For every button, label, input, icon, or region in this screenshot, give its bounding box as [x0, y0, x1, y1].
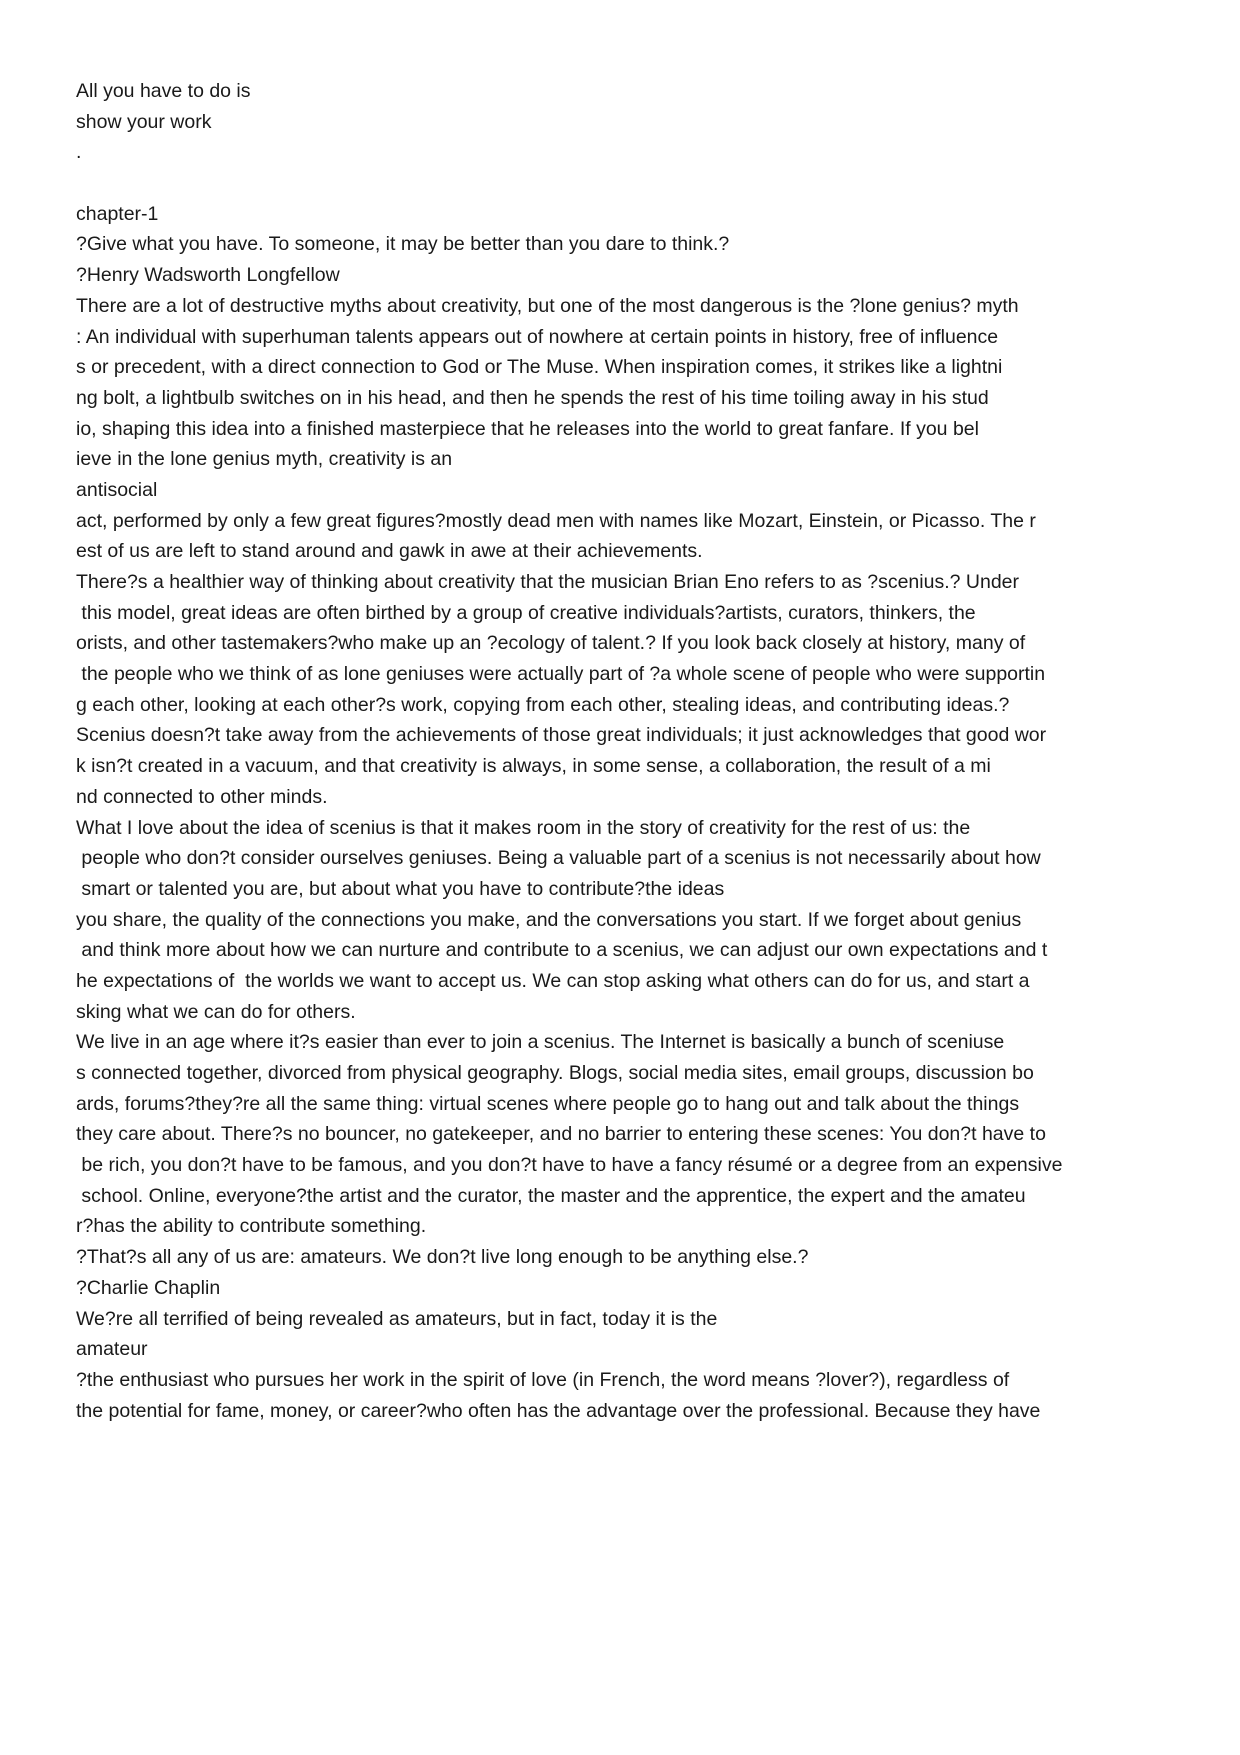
text-line: amateur	[76, 1338, 148, 1361]
text-line: the people who we think of as lone geniuses were actually part of ?a whole scene of people who were supportin	[76, 663, 1046, 686]
text-line: school. Online, everyone?the artist and the curator, the master and the apprentice, the expert and the amateu	[76, 1184, 1026, 1207]
quote-line: ?Give what you have. To someone, it may be better than you dare to think.?	[76, 233, 730, 256]
text-line: We?re all terrified of being revealed as amateurs, but in fact, today it is the	[76, 1307, 718, 1330]
text-line: .	[76, 141, 82, 164]
text-line: sking what we can do for others.	[76, 1000, 356, 1023]
text-line: people who don?t consider ourselves geniuses. Being a valuable part of a scenius is not necessarily about how	[76, 847, 1041, 870]
text-line: ng bolt, a lightbulb switches on in his head, and then he spends the rest of his time toiling away in his stud	[76, 386, 989, 409]
text-line: r?has the ability to contribute something.	[76, 1215, 427, 1238]
blank-line	[76, 168, 1176, 199]
text-line: and think more about how we can nurture and contribute to a scenius, we can adjust our own expectations and t	[76, 939, 1048, 962]
text-line: ards, forums?they?re all the same thing: virtual scenes where people go to hang out and talk about the things	[76, 1092, 1020, 1115]
text-line: k isn?t created in a vacuum, and that creativity is always, in some sense, a collaboration, the result of a mi	[76, 755, 991, 778]
chapter-heading: chapter-1	[76, 202, 159, 225]
quote-attribution: ?Henry Wadsworth Longfellow	[76, 264, 340, 287]
document-text-block	[76, 76, 1176, 1426]
text-line: this model, great ideas are often birthed by a group of creative individuals?artists, curators, thinkers, the	[76, 601, 976, 624]
text-line: nd connected to other minds.	[76, 785, 328, 808]
text-line: There are a lot of destructive myths about creativity, but one of the most dangerous is the ?lone genius? myth	[76, 294, 1019, 317]
text-line: act, performed by only a few great figures?mostly dead men with names like Mozart, Einstein, or Picasso. The r	[76, 509, 1036, 532]
text-line: orists, and other tastemakers?who make up an ?ecology of talent.? If you look back closely at history, many of	[76, 632, 1026, 655]
text-line: s connected together, divorced from physical geography. Blogs, social media sites, email groups, discussion bo	[76, 1062, 1034, 1084]
text-line: io, shaping this idea into a finished masterpiece that he releases into the world to great fanfare. If you bel	[76, 417, 979, 440]
quote-attribution: ?Charlie Chaplin	[76, 1276, 221, 1299]
text-line: they care about. There?s no bouncer, no gatekeeper, and no barrier to entering these scenes: You don?t have to	[76, 1123, 1046, 1146]
text-line: g each other, looking at each other?s work, copying from each other, stealing ideas, and contributing ideas.?	[76, 693, 1010, 716]
text-line: What I love about the idea of scenius is that it makes room in the story of creativity for the rest of us: the	[76, 816, 971, 839]
text-line: All you have to do is	[76, 80, 251, 102]
text-line: you share, the quality of the connections you make, and the conversations you start. If we forget about genius	[76, 908, 1022, 931]
text-line: the potential for fame, money, or career?who often has the advantage over the professional. Because they have	[76, 1399, 1041, 1422]
text-line: ?the enthusiast who pursues her work in the spirit of love (in French, the word means ?lover?), regardless of	[76, 1368, 1010, 1391]
text-line: he expectations of the worlds we want to accept us. We can stop asking what others can do for us, and start a	[76, 969, 1030, 992]
text-line: There?s a healthier way of thinking about creativity that the musician Brian Eno refers to as ?scenius.? Under	[76, 571, 1019, 593]
quote-line: ?That?s all any of us are: amateurs. We don?t live long enough to be anything else.?	[76, 1246, 809, 1269]
text-line: smart or talented you are, but about what you have to contribute?the ideas	[76, 877, 725, 900]
text-line: show your work	[76, 110, 212, 133]
text-line: Scenius doesn?t take away from the achievements of those great individuals; it just acknowledges that good wor	[76, 724, 1047, 747]
text-line: ieve in the lone genius myth, creativity is an	[76, 448, 453, 471]
text-line: s or precedent, with a direct connection to God or The Muse. When inspiration comes, it strikes like a lightni	[76, 356, 1003, 379]
text-line: be rich, you don?t have to be famous, and you don?t have to have a fancy résumé or a degree from an expensive	[76, 1154, 1063, 1177]
text-line: est of us are left to stand around and gawk in awe at their achievements.	[76, 540, 703, 563]
text-line: We live in an age where it?s easier than ever to join a scenius. The Internet is basically a bunch of sceniuse	[76, 1031, 1005, 1054]
text-line: : An individual with superhuman talents appears out of nowhere at certain points in history, free of influence	[76, 325, 999, 348]
text-line: antisocial	[76, 478, 158, 501]
